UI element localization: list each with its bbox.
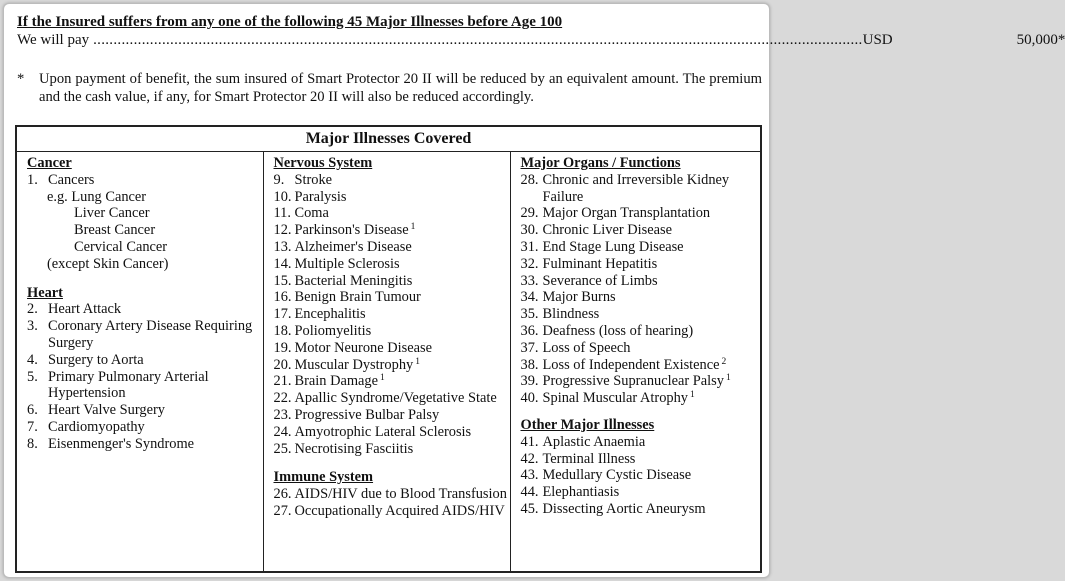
pay-label: We will pay <box>17 32 90 48</box>
list-item: 44. Elephantiasis <box>520 484 620 501</box>
list-item: 6. Heart Valve Surgery <box>27 402 165 419</box>
cancer-example: Breast Cancer <box>74 222 156 239</box>
list-item: 3. Coronary Artery Disease Requiring Surgery <box>27 318 253 351</box>
heart-list <box>27 301 263 452</box>
category-immune-system: Immune System <box>273 469 374 486</box>
list-item: 8. Eisenmenger's Syndrome <box>27 435 195 452</box>
document-page <box>3 3 1065 578</box>
list-item: 38. Loss of Independent Existence $^2$ <box>520 356 727 373</box>
cancer-exception: (except Skin Cancer) <box>47 255 169 272</box>
list-item: 26. AIDS/HIV due to Blood Transfusion <box>273 486 507 503</box>
list-item: 10. Paralysis <box>273 188 347 205</box>
immune-list <box>274 486 510 520</box>
list-item: 25. Necrotising Fasciitis <box>273 440 414 457</box>
column-nervous-immune <box>263 152 510 573</box>
list-item: 1. Cancers <box>27 171 95 188</box>
list-item: 19. Motor Neurone Disease <box>273 339 432 356</box>
category-heart: Heart <box>27 284 63 301</box>
list-item: 20. Muscular Dystrophy $^1$ <box>273 356 420 373</box>
pay-amount: 50,000* <box>1016 32 1065 48</box>
list-item: 7. Cardiomyopathy <box>27 418 145 435</box>
list-item: 45. Dissecting Aortic Aneurysm <box>520 500 706 517</box>
list-item: 40. Spinal Muscular Atrophy $^1$ <box>520 390 695 407</box>
footnote-ref: 1 <box>410 222 416 233</box>
footnote-ref: 2 <box>721 356 727 367</box>
list-item: 41. Aplastic Anaemia <box>520 433 646 450</box>
other-list <box>521 434 761 518</box>
list-item: 14. Multiple Sclerosis <box>273 255 400 272</box>
list-item: 35. Blindness <box>520 306 600 323</box>
list-item: 23. Progressive Bulbar Palsy <box>273 406 440 423</box>
organs-list <box>521 172 761 407</box>
list-item: 12. Parkinson's Disease $^1$ <box>273 222 416 239</box>
table-title: Major Illnesses Covered <box>16 126 761 152</box>
document-heading: If the Insured suffers from any one of the following 45 Major Illnesses before Age 100 <box>17 14 563 30</box>
category-nervous-system: Nervous System <box>273 155 373 171</box>
footnote-ref: 1 <box>380 373 385 384</box>
list-item: 24. Amyotrophic Lateral Sclerosis <box>273 423 472 440</box>
category-major-organs: Major Organs / Functions <box>520 155 681 171</box>
list-item: 37. Loss of Speech <box>520 339 631 356</box>
list-item: 13. Alzheimer's Disease <box>273 238 412 255</box>
category-cancer: Cancer <box>27 155 72 171</box>
nervous-list <box>274 172 510 458</box>
list-item: 15. Bacterial Meningitis <box>273 272 413 289</box>
list-item: 29. Major Organ Transplantation <box>520 205 711 222</box>
column-organs-other <box>510 152 761 573</box>
pay-currency: USD <box>862 32 893 48</box>
list-item: 42. Terminal Illness <box>520 450 636 467</box>
list-item: 34. Major Burns <box>520 289 616 306</box>
list-item: 11. Coma <box>273 205 329 222</box>
list-item: 4. Surgery to Aorta <box>27 351 144 368</box>
footnote-mark: * <box>17 71 25 87</box>
cancer-example: Liver Cancer <box>74 205 150 222</box>
list-item: 16. Benign Brain Tumour <box>273 289 421 306</box>
list-item: 2. Heart Attack <box>27 301 122 318</box>
column-cancer-heart <box>16 152 263 573</box>
cancer-example: Cervical Cancer <box>74 238 168 255</box>
list-item: 17. Encephalitis <box>273 306 366 323</box>
list-item: 21. Brain Damage $^1$ <box>273 373 385 390</box>
category-other-illnesses: Other Major Illnesses <box>520 416 655 433</box>
list-item: 18. Poliomyelitis <box>273 322 372 339</box>
footnote-ref: 1 <box>725 373 731 384</box>
list-item: 32. Fulminant Hepatitis <box>520 255 658 272</box>
list-item: 30. Chronic Liver Disease <box>520 222 672 239</box>
list-item: 5. Primary Pulmonary Arterial Hypertension <box>27 368 209 402</box>
list-item: 39. Progressive Supranuclear Palsy $^1$ <box>520 373 731 390</box>
list-item: 43. Medullary Cystic Disease <box>520 467 692 484</box>
footnote-ref: 1 <box>690 390 695 401</box>
cancer-example: e.g. Lung Cancer <box>47 188 147 205</box>
leader-dots: .............................................................................................................................................................................................. <box>93 32 863 48</box>
footnote <box>17 70 762 106</box>
list-item: 36. Deafness (loss of hearing) <box>520 322 694 339</box>
payment-line <box>17 31 1065 49</box>
list-item: 27. Occupationally Acquired AIDS/HIV <box>273 502 505 519</box>
list-item: 22. Apallic Syndrome/Vegetative State <box>273 390 497 407</box>
footnote-text: Upon payment of benefit, the sum insured of Smart Protector 20 II will be reduced by an equivalent amount. The premium and the cash value, if any, for Smart Protector 20 II will also be reduced accordingly. <box>39 71 762 105</box>
list-item: 9. Stroke <box>273 171 333 188</box>
list-item: 33. Severance of Limbs <box>520 272 658 289</box>
footnote-ref: 1 <box>415 356 420 367</box>
illnesses-table <box>15 125 762 573</box>
list-item: 28. Chronic and Irreversible Kidney Failure <box>520 171 730 205</box>
list-item: 31. End Stage Lung Disease <box>520 238 684 255</box>
